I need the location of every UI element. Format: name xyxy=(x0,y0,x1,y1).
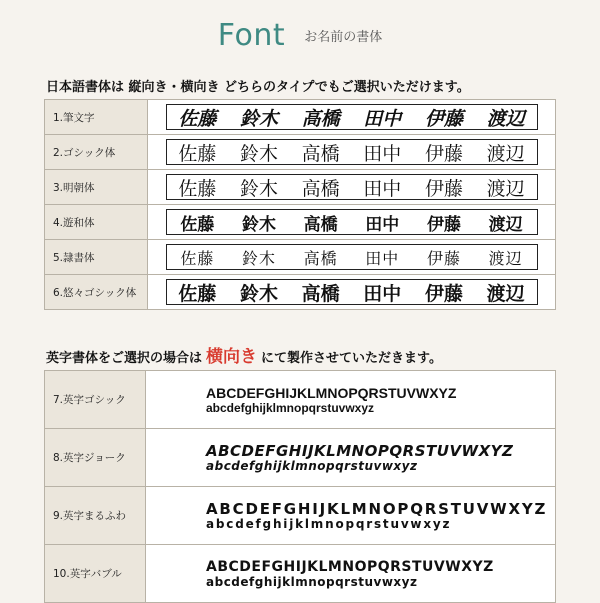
page-header xyxy=(0,18,600,53)
font-sample-box xyxy=(166,139,538,165)
font-row-english-bubble[interactable] xyxy=(45,545,555,603)
name-sample: 鈴木 xyxy=(239,177,278,200)
name-sample: 田中 xyxy=(365,248,400,268)
name-sample: 田中 xyxy=(363,177,402,200)
uppercase-sample: ABCDEFGHIJKLMNOPQRSTUVWXYZ xyxy=(206,384,457,401)
name-sample: 田中 xyxy=(365,214,400,235)
font-sample-box xyxy=(166,104,538,130)
name-sample: 鈴木 xyxy=(239,282,278,305)
name-sample: 高橋 xyxy=(301,177,340,200)
font-sample xyxy=(146,371,555,428)
uppercase-sample: ABCDEFGHIJKLMNOPQRSTUVWXYZ xyxy=(206,441,514,460)
english-intro-before: 英字書体をご選択の場合は xyxy=(46,351,203,366)
name-sample: 渡辺 xyxy=(486,177,525,200)
font-label: 4.遊和体 xyxy=(45,205,148,239)
font-label: 3.明朝体 xyxy=(45,170,148,204)
font-label: 5.隷書体 xyxy=(45,240,148,274)
name-sample: 伊藤 xyxy=(424,107,463,130)
font-label: 7.英字ゴシック xyxy=(45,371,146,428)
name-sample: 伊藤 xyxy=(424,142,463,165)
font-sample xyxy=(146,487,555,544)
font-row-mincho[interactable] xyxy=(45,170,555,205)
lowercase-sample: abcdefghijklmnopqrstuvwxyz xyxy=(206,400,375,415)
uppercase-sample: ABCDEFGHIJKLMNOPQRSTUVWXYZ xyxy=(206,558,494,575)
name-sample: 鈴木 xyxy=(241,214,276,235)
font-sample-box xyxy=(166,244,538,270)
name-sample: 伊藤 xyxy=(426,248,461,268)
font-row-gothic[interactable] xyxy=(45,135,555,170)
name-sample: 佐藤 xyxy=(178,107,217,130)
name-sample: 渡辺 xyxy=(486,107,525,130)
name-sample: 田中 xyxy=(363,142,402,165)
font-sample xyxy=(146,545,555,602)
font-label: 1.筆文字 xyxy=(45,100,148,134)
font-sample-box xyxy=(166,174,538,200)
font-row-english-marufuwa[interactable] xyxy=(45,487,555,545)
font-row-english-gothic[interactable] xyxy=(45,371,555,429)
name-sample: 伊藤 xyxy=(424,177,463,200)
name-sample: 渡辺 xyxy=(486,142,525,165)
name-sample: 佐藤 xyxy=(180,248,215,268)
english-font-table xyxy=(44,370,556,603)
name-sample: 田中 xyxy=(363,107,402,130)
font-sample xyxy=(146,429,555,486)
name-sample: 伊藤 xyxy=(424,282,463,305)
lowercase-sample: abcdefghijklmnopqrstuvwxyz xyxy=(206,574,418,589)
name-sample: 渡辺 xyxy=(488,248,523,268)
name-sample: 高橋 xyxy=(303,214,338,235)
name-sample: 田中 xyxy=(363,282,402,305)
page-title: Font xyxy=(217,18,286,53)
font-label: 6.悠々ゴシック体 xyxy=(45,275,148,309)
name-sample: 高橋 xyxy=(301,282,340,305)
name-sample: 伊藤 xyxy=(426,214,461,235)
font-label: 9.英字まるふわ xyxy=(45,487,146,544)
font-label: 10.英字バブル xyxy=(45,545,146,602)
lowercase-sample: abcdefghijklmnopqrstuvwxyz xyxy=(206,458,418,473)
name-sample: 佐藤 xyxy=(180,214,215,235)
uppercase-sample: ABCDEFGHIJKLMNOPQRSTUVWXYZ xyxy=(206,499,548,518)
font-row-yuwa[interactable] xyxy=(45,205,555,240)
font-row-yuyu-gothic[interactable] xyxy=(45,275,555,310)
name-sample: 渡辺 xyxy=(488,214,523,235)
name-sample: 鈴木 xyxy=(239,107,278,130)
name-sample: 佐藤 xyxy=(178,177,217,200)
name-sample: 高橋 xyxy=(301,107,340,130)
name-sample: 高橋 xyxy=(303,248,338,268)
font-label: 2.ゴシック体 xyxy=(45,135,148,169)
font-row-english-joke[interactable] xyxy=(45,429,555,487)
font-sample-box xyxy=(166,209,538,235)
font-sample-box xyxy=(166,279,538,305)
font-row-fude[interactable] xyxy=(45,100,555,135)
name-sample: 鈴木 xyxy=(239,142,278,165)
english-intro-after: にて製作させていただきます。 xyxy=(261,351,442,366)
japanese-intro: 日本語書体は 縦向き・横向き どちらのタイプでもご選択いただけます。 xyxy=(46,80,470,95)
name-sample: 佐藤 xyxy=(178,282,217,305)
page-subtitle: お名前の書体 xyxy=(304,30,383,45)
english-intro xyxy=(46,342,442,367)
name-sample: 渡辺 xyxy=(486,282,525,305)
name-sample: 佐藤 xyxy=(178,142,217,165)
name-sample: 鈴木 xyxy=(241,248,276,268)
english-intro-highlight: 横向き xyxy=(206,347,258,367)
japanese-font-table xyxy=(44,99,556,310)
name-sample: 高橋 xyxy=(301,142,340,165)
lowercase-sample: abcdefghijklmnopqrstuvwxyz xyxy=(206,516,452,531)
font-row-reisho[interactable] xyxy=(45,240,555,275)
font-label: 8.英字ジョーク xyxy=(45,429,146,486)
